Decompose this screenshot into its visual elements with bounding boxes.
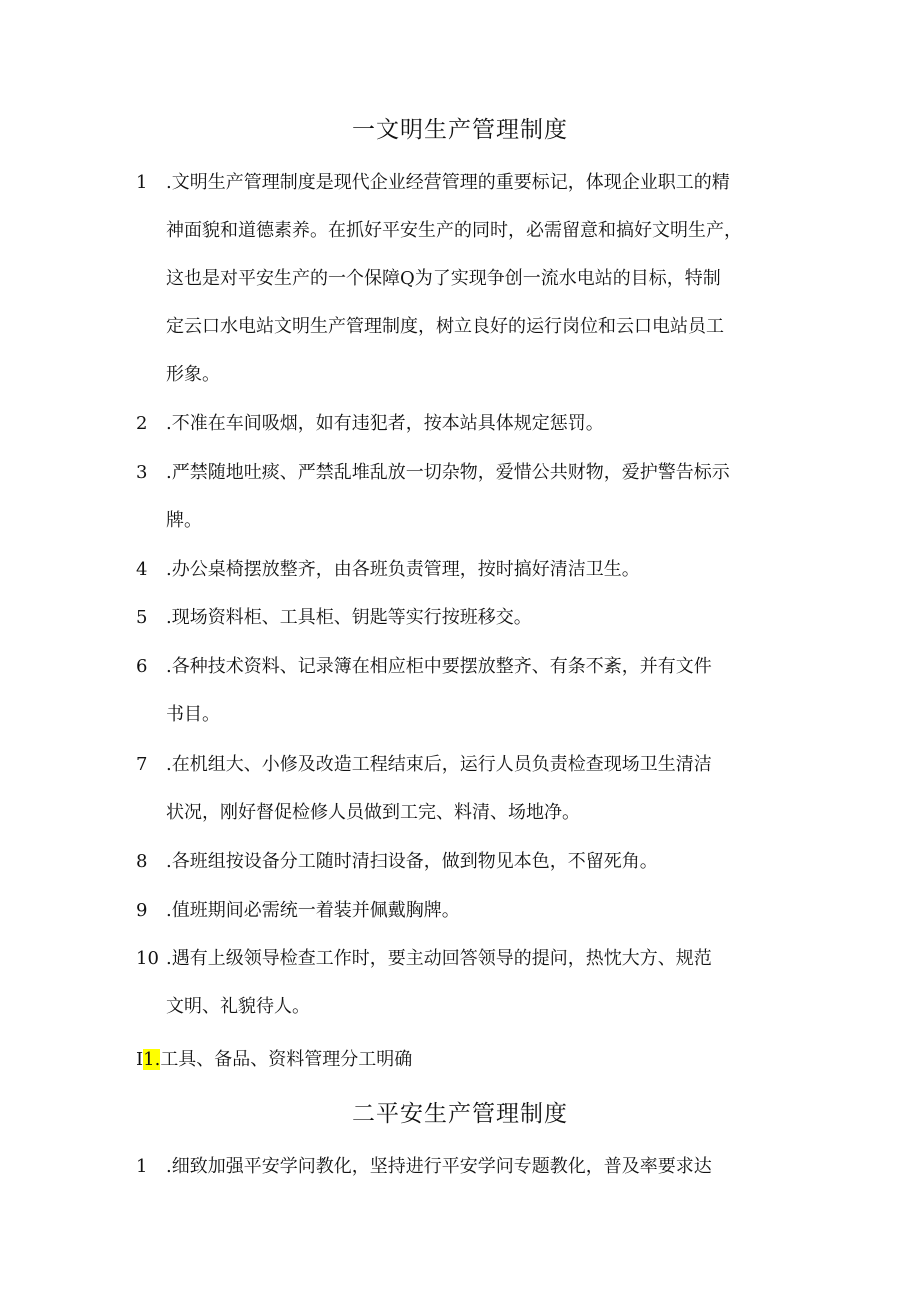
item-first-line (136, 1143, 796, 1191)
item-text: .严禁随地吐痰、严禁乱堆乱放一切杂物，爱惜公共财物，爱护警告标示 (166, 462, 730, 483)
item-text: .各种技术资料、记录簿在相应柜中要摆放整齐、有条不紊，并有文件 (166, 656, 712, 677)
list-item (136, 1036, 796, 1084)
item-continuation: 书目。 (166, 704, 220, 725)
item-text: .文明生产管理制度是现代企业经营管理的重要标记，体现企业职工的精 (166, 172, 730, 193)
list-item (136, 400, 796, 448)
item-text: .不准在车间吸烟，如有违犯者，按本站具体规定惩罚。 (166, 413, 604, 434)
item-first-line (136, 159, 796, 207)
list-item (136, 594, 796, 642)
item-continuation: 状况，刚好督促检修人员做到工完、料清、场地净。 (166, 802, 580, 823)
list-item (136, 159, 796, 399)
item-number-prefix: I (136, 1049, 144, 1070)
item-first-line (136, 643, 796, 691)
item-first-line (136, 838, 796, 886)
item-text: .现场资料柜、工具柜、钥匙等实行按班移交。 (166, 607, 532, 628)
item-text: .各班组按设备分工随时清扫设备，做到物见本色，不留死角。 (166, 851, 658, 872)
section-title: 二平安生产管理制度 (352, 1101, 568, 1127)
item-first-line (136, 887, 796, 935)
highlighted-number: 1. (143, 1049, 161, 1070)
item-continuation: 定云口水电站文明生产管理制度，树立良好的运行岗位和云口电站员工 (166, 316, 724, 337)
item-number: 9 (136, 900, 148, 921)
item-continuation: 神面貌和道德素养。在抓好平安生产的同时，必需留意和搞好文明生产， (166, 220, 742, 241)
item-number: 8 (136, 851, 148, 872)
list-item (136, 741, 796, 837)
section-title: 一文明生产管理制度 (352, 117, 568, 143)
item-first-line (136, 546, 796, 594)
item-number: 1 (136, 1156, 148, 1177)
item-continuation: 牌。 (166, 510, 202, 531)
list-item (136, 643, 796, 739)
item-number: 6 (136, 656, 148, 677)
list-item (136, 1143, 796, 1191)
item-text: .遇有上级领导检查工作时，要主动回答领导的提问，热忱大方、规范 (166, 948, 712, 969)
item-first-line (136, 400, 796, 448)
item-first-line (136, 449, 796, 497)
item-first-line (136, 741, 796, 789)
item-number: 4 (136, 559, 148, 580)
item-first-line (136, 1036, 796, 1084)
list-item (136, 449, 796, 545)
item-text: .值班期间必需统一着装并佩戴胸牌。 (166, 900, 460, 921)
item-text: .细致加强平安学问教化，坚持进行平安学问专题教化，普及率要求达 (166, 1156, 712, 1177)
item-text: 工具、备品、资料管理分工明确 (160, 1049, 413, 1070)
list-item (136, 887, 796, 935)
item-number: 3 (136, 462, 148, 483)
item-first-line (136, 935, 796, 983)
list-item (136, 546, 796, 594)
item-number: 1 (136, 172, 148, 193)
item-text: .在机组大、小修及改造工程结束后，运行人员负责检查现场卫生清洁 (166, 754, 712, 775)
item-text: .办公桌椅摆放整齐，由各班负责管理，按时搞好清洁卫生。 (166, 559, 640, 580)
item-number: 7 (136, 754, 148, 775)
item-continuation: 这也是对平安生产的一个保障Q为了实现争创一流水电站的目标，特制 (166, 268, 721, 289)
list-item (136, 935, 796, 1031)
item-number: 5 (136, 607, 148, 628)
item-first-line (136, 594, 796, 642)
item-continuation: 文明、礼貌待人。 (166, 996, 310, 1017)
item-number: 10 (136, 948, 159, 969)
item-number: 2 (136, 413, 148, 434)
list-item (136, 838, 796, 886)
item-continuation: 形象。 (166, 364, 220, 385)
